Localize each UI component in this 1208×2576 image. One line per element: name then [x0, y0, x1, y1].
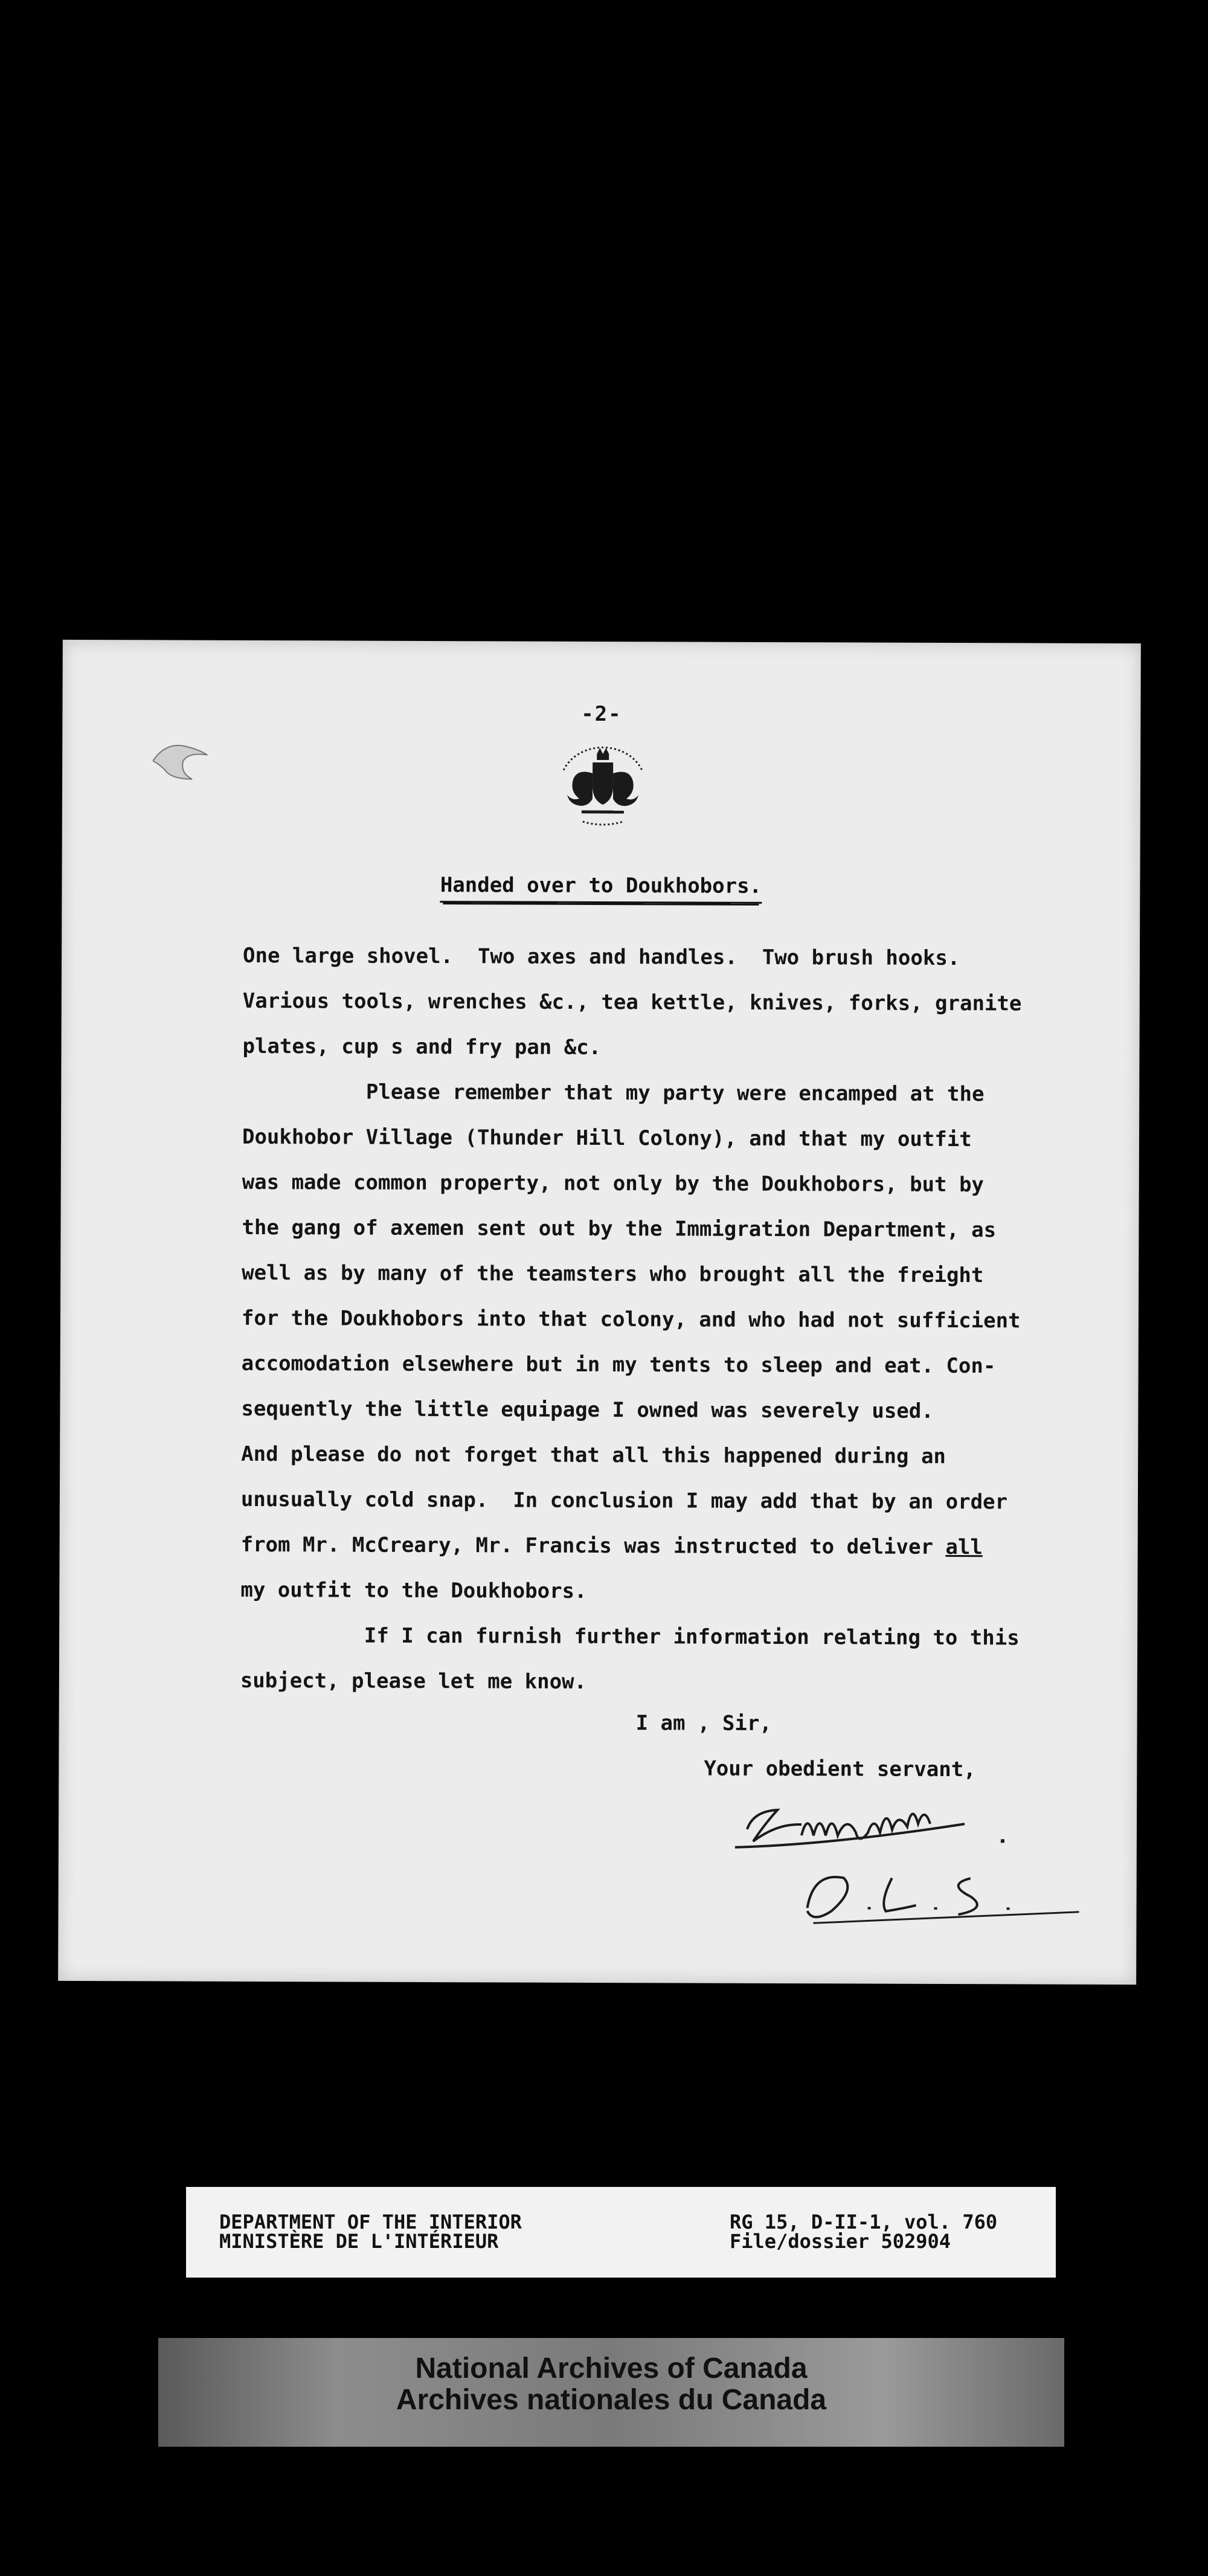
department-label — [219, 2212, 522, 2251]
body-line: And please do not forget that all this happened during an — [241, 1441, 946, 1469]
body-line: accomodation elsewhere but in my tents to sleep and eat. Con- — [241, 1351, 996, 1379]
closing-servant: Your obedient servant, — [704, 1756, 976, 1782]
department-fr: MINISTÈRE DE L'INTÉRIEUR — [219, 2230, 499, 2253]
body-line-text: from Mr. McCreary, Mr. Francis was instructed to deliver — [240, 1532, 946, 1560]
page-number: -2- — [581, 701, 622, 727]
heading-text: Handed over to Doukhobors. — [440, 873, 762, 904]
department-en: DEPARTMENT OF THE INTERIOR — [219, 2211, 522, 2233]
document-page — [58, 640, 1141, 1985]
reference-label — [730, 2212, 997, 2251]
file-number: File/dossier 502904 — [730, 2230, 951, 2253]
document-heading — [62, 872, 1140, 905]
body-line: the gang of axemen sent out by the Immigration Department, as — [242, 1215, 997, 1243]
body-line: well as by many of the teamsters who brought all the freight — [242, 1260, 984, 1288]
archives-stamp-text — [158, 2353, 1064, 2416]
body-line: plates, cup s and fry pan &c. — [242, 1034, 602, 1060]
archives-stamp — [158, 2338, 1064, 2447]
archive-reference-label — [186, 2187, 1056, 2278]
underlined-word: all — [945, 1535, 983, 1560]
department-crest-icon — [545, 737, 661, 828]
closing-salutation: I am , Sir, — [635, 1711, 772, 1736]
body-line: for the Doukhobors into that colony, and who had not sufficient — [241, 1306, 1021, 1333]
body-line: unusually cold snap. In conclusion I may add that by an order — [240, 1487, 1008, 1515]
body-line: Please remember that my party were encamped at the — [242, 1079, 985, 1107]
body-line: sequently the little equipage I owned was severely used. — [241, 1396, 934, 1423]
body-line: subject, please let me know. — [240, 1668, 587, 1694]
letter-body — [240, 933, 1137, 1707]
body-line: Doukhobor Village (Thunder Hill Colony), and that my outfit — [242, 1124, 972, 1152]
body-line — [241, 1522, 1135, 1571]
body-line: If I can furnish further information relating to this — [240, 1623, 1020, 1650]
archives-name-en: National Archives of Canada — [415, 2352, 808, 2384]
body-line: was made common property, not only by the Doukhobors, but by — [242, 1170, 984, 1197]
paper-damage-mark — [147, 736, 213, 785]
archives-name-fr: Archives nationales du Canada — [396, 2384, 827, 2416]
handwritten-signature — [710, 1787, 1104, 1945]
record-group: RG 15, D-II-1, vol. 760 — [730, 2211, 998, 2233]
body-line: my outfit to the Doukhobors. — [240, 1577, 587, 1603]
body-line: One large shovel. Two axes and handles. Two brush hooks. — [242, 943, 960, 971]
body-line: Various tools, wrenches &c., tea kettle, knives, forks, granite — [242, 988, 1022, 1016]
